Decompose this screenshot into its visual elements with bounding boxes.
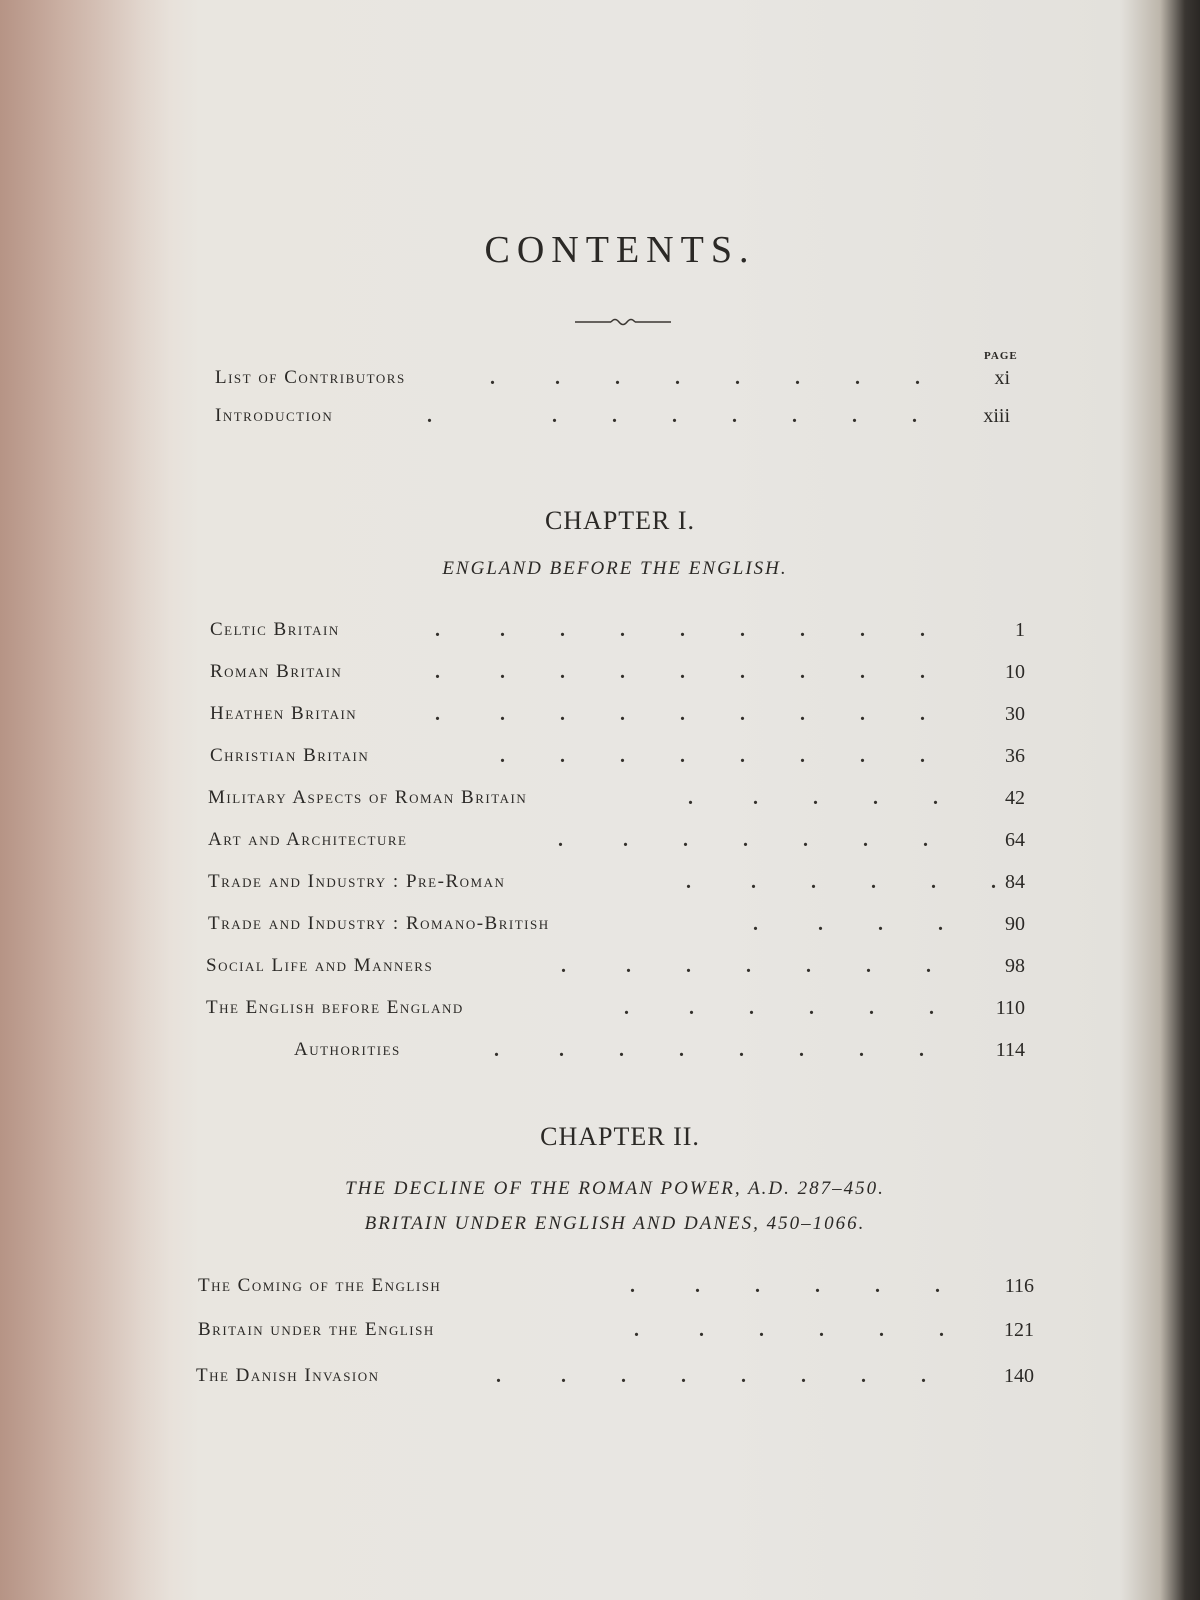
entry-page: 64 <box>1005 829 1025 851</box>
leader-dots: . . . . . . . <box>561 955 931 977</box>
entry-title: Art and Architecture <box>208 829 408 850</box>
entry-page: 42 <box>1005 787 1025 809</box>
leader-dots: . . . . . . <box>686 871 996 893</box>
entry-title: Christian Britain <box>210 745 370 766</box>
entry-page: 36 <box>1005 745 1025 767</box>
chapter-heading: CHAPTER II. <box>540 1122 700 1151</box>
chapter-subtitle: BRITAIN UNDER ENGLISH AND DANES, 450–1066. <box>364 1213 866 1234</box>
toc-entry <box>208 824 1040 856</box>
toc-entry <box>215 400 1035 432</box>
entry-title: The Danish Invasion <box>196 1365 380 1386</box>
leader-dots: . . . . . . . <box>558 829 928 851</box>
leader-dots: . . . . . . . . <box>490 367 920 389</box>
leader-dots: . . . . . . . . . <box>435 703 925 725</box>
toc-entry <box>208 866 1040 898</box>
entry-page: 1 <box>1015 619 1025 641</box>
entry-page: 90 <box>1005 913 1025 935</box>
entry-title: Trade and Industry : Romano-British <box>208 913 550 934</box>
chapter-heading: CHAPTER I. <box>544 506 696 535</box>
chapter-subtitle: ENGLAND BEFORE THE ENGLISH. <box>442 558 788 579</box>
entry-page: 30 <box>1005 703 1025 725</box>
toc-entry <box>208 782 1040 814</box>
toc-entry <box>196 1360 1040 1392</box>
entry-title: Heathen Britain <box>210 703 358 724</box>
entry-title: The Coming of the English <box>198 1275 442 1296</box>
ornament-divider <box>575 316 671 328</box>
entry-title: Britain under the English <box>198 1319 435 1340</box>
entry-page: 98 <box>1005 955 1025 977</box>
leader-dots: . . . . . . <box>630 1275 940 1297</box>
leader-dots: . . . . . . . . <box>494 1039 924 1061</box>
toc-entry <box>206 950 1040 982</box>
leader-dots: . . . . . . <box>634 1319 944 1341</box>
toc-entry <box>294 1034 1040 1066</box>
entry-page: 116 <box>1004 1275 1034 1297</box>
leader-dots: . . . . . . . . . <box>435 619 925 641</box>
entry-page: 110 <box>995 997 1025 1019</box>
chapter-subtitle: THE DECLINE OF THE ROMAN POWER, A.D. 287–450. <box>345 1178 885 1199</box>
entry-page: 114 <box>995 1039 1025 1061</box>
entry-title: Celtic Britain <box>210 619 340 640</box>
entry-title: The English before England <box>206 997 464 1018</box>
entry-page: 10 <box>1005 661 1025 683</box>
entry-title: Introduction <box>215 405 334 426</box>
leader-dots: . . . . . . . . <box>427 405 917 427</box>
leader-dots: . . . . . . . . <box>500 745 925 767</box>
toc-entry <box>198 1270 1040 1302</box>
toc-entry <box>210 698 1040 730</box>
entry-title: Social Life and Manners <box>206 955 434 976</box>
entry-title: Military Aspects of Roman Britain <box>208 787 528 808</box>
toc-entry <box>206 992 1040 1024</box>
leader-dots: . . . . . . <box>624 997 934 1019</box>
entry-title: Authorities <box>294 1039 401 1060</box>
leader-dots: . . . . . <box>688 787 938 809</box>
entry-title: List of Contributors <box>215 367 406 388</box>
toc-entry <box>210 656 1040 688</box>
toc-entry <box>210 614 1040 646</box>
entry-page: 140 <box>1004 1365 1034 1387</box>
entry-page: 84 <box>1005 871 1025 893</box>
toc-entry <box>208 908 1040 940</box>
leader-dots: . . . . . . . . . <box>435 661 925 683</box>
entry-page: xi <box>994 367 1010 389</box>
entry-title: Roman Britain <box>210 661 343 682</box>
page-title: CONTENTS. <box>484 229 756 271</box>
entry-title: Trade and Industry : Pre-Roman <box>208 871 506 892</box>
page-column-label: PAGE <box>984 350 1018 362</box>
toc-entry <box>198 1314 1040 1346</box>
entry-page: 121 <box>1004 1319 1034 1341</box>
leader-dots: . . . . . . . . <box>496 1365 926 1387</box>
toc-entry <box>210 740 1040 772</box>
toc-entry <box>215 362 1035 394</box>
entry-page: xiii <box>983 405 1010 427</box>
leader-dots: . . . . <box>753 913 943 935</box>
